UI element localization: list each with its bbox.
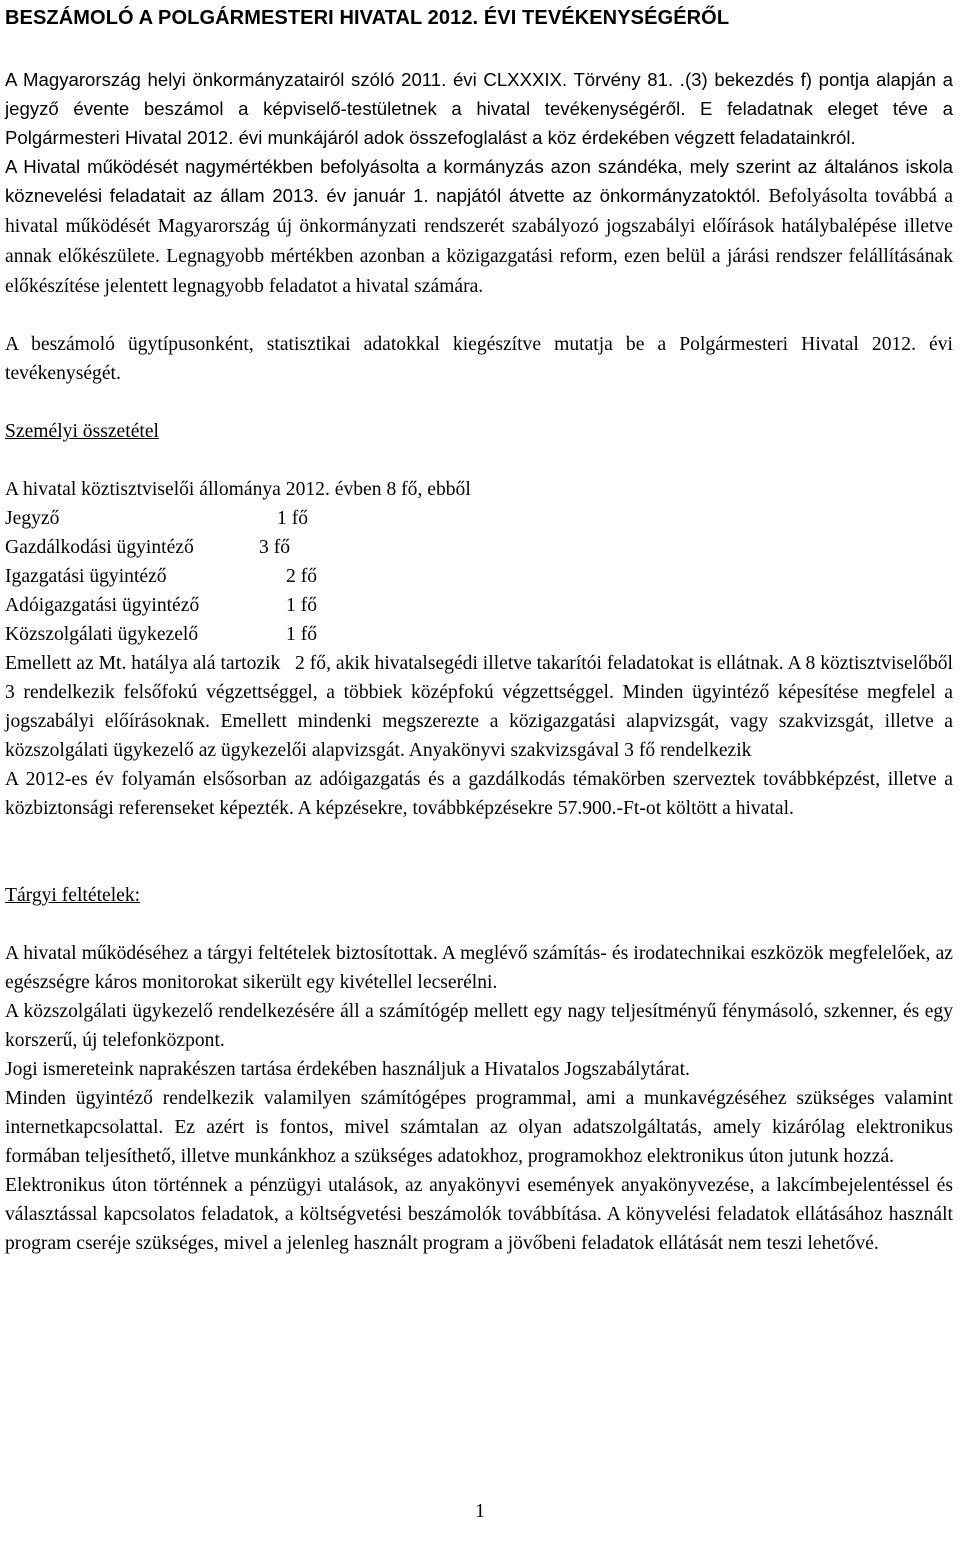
staff-row xyxy=(5,562,953,591)
staff-count: 1 fő xyxy=(286,595,318,616)
intro-paragraph-2 xyxy=(5,152,953,301)
staff-role: Igazgatási ügyintéző xyxy=(5,566,167,587)
staff-count: 2 fő xyxy=(286,566,318,587)
intro-paragraph-3: A beszámoló ügytípusonként, statisztikai adatokkal kiegészítve mutatja be a Polgármesteri Hivatal 2012. évi tevékenységét. xyxy=(5,334,953,384)
personnel-paragraph-2: A 2012-es év folyamán elsősorban az adóigazgatás és a gazdálkodás témakörben szerveztek továbbképzést, illetve a közbiztonsági referenseket képezték. A képzésekre, továbbképzésekre 57.900.-Ft-ot költött a hivatal. xyxy=(5,769,953,819)
intro-paragraph-2-part-1: A Hivatal működését nagymértékben befolyásolta a kormányzás azon szándéka, mely szerint az általános iskola köznevelési feladatait az állam 2013. év január 1. napjától átvette az önkormányzatoktól. xyxy=(5,156,953,206)
material-paragraph-5: Elektronikus úton történnek a pénzügyi utalások, az anyakönyvi események anyakönyvezése, a lakcímbejelentéssel és választással kapcsolatos feladatok, a költségvetési beszámolók továbbítása. A könyvelési feladatok ellátásához használt program cseréje szükséges, mivel a jelenleg használt program a jövőbeni feladatok ellátását nem teszi lehetővé. xyxy=(5,1175,953,1254)
personnel-paragraph-1: Emellett az Mt. hatálya alá tartozik 2 fő, akik hivatalsegédi illetve takarítói feladatokat is ellátnak. A 8 köztisztviselőből 3 rendelkezik felsőfokú végzettséggel, a többiek középfokú végzettséggel. Minden ügyintéző képesítése megfelel a jogszabályi előírásoknak. Emellett mindenki megszerezte a közigazgatási alapvizsgát, vagy szakvizsgát, illetve a közszolgálati ügykezelő az ügykezelői alapvizsgát. Anyakönyvi szakvizsgával 3 fő rendelkezik xyxy=(5,653,958,761)
staff-row xyxy=(5,620,953,649)
spacer xyxy=(5,852,953,881)
material-paragraph-4: Minden ügyintéző rendelkezik valamilyen számítógépes programmal, ami a munkavégzéséhez szükséges valamint internetkapcsolattal. Ez azért is fontos, mivel számtalan az olyan adatszolgáltatás, amely kizárólag elektronikus formában teljesíthető, illetve munkánkhoz a szükséges adatokhoz, programokhoz elektronikus úton jutunk hozzá. xyxy=(5,1088,953,1167)
staff-row xyxy=(5,504,953,533)
staff-role: Adóigazgatási ügyintéző xyxy=(5,595,200,616)
page-number: 1 xyxy=(475,1501,485,1522)
spacer xyxy=(5,31,953,65)
spacer xyxy=(5,388,953,417)
spacer xyxy=(5,446,953,475)
staff-role: Gazdálkodási ügyintéző xyxy=(5,537,194,558)
intro-paragraph-1: A Magyarország helyi önkormányzatairól szóló 2011. évi CLXXXIX. Törvény 81. .(3) bekezdés f) pontja alapján a jegyző évente beszámol a képviselő-testületnek a hivatal tevékenységéről. E feladatnak eleget téve a Polgármesteri Hivatal 2012. évi munkájáról adok összefoglalást a köz érdekében végzett feladatainkról. xyxy=(5,69,953,148)
staff-count: 1 fő xyxy=(286,624,318,645)
material-paragraph-3: Jogi ismereteink naprakészen tartása érdekében használjuk a Hivatalos Jogszabálytárat. xyxy=(5,1059,690,1080)
staff-row xyxy=(5,533,953,562)
staff-row xyxy=(5,591,953,620)
staff-count: 1 fő xyxy=(277,508,309,529)
material-paragraph-1: A hivatal működéséhez a tárgyi feltételek biztosítottak. A meglévő számítás- és irodatechnikai eszközök megfelelőek, az egészségre káros monitorokat sikerült egy kivétellel lecserélni. xyxy=(5,943,953,993)
spacer xyxy=(5,301,953,330)
intro-paragraph-2-part-2: Befolyásolta továbbá a hivatal működését Magyarország új önkormányzati rendszerét szabályozó jogszabályi előírások hatálybalépése illetve annak előkészülete. Legnagyobb mértékben azonban a közigazgatási reform, ezen belül a járási rendszer felállításának előkészítése jelentett legnagyobb feladatot a hivatal számára. xyxy=(5,186,953,297)
section-heading-material: Tárgyi feltételek: xyxy=(5,885,141,906)
staff-role: Közszolgálati ügykezelő xyxy=(5,624,199,645)
staff-intro: A hivatal köztisztviselői állománya 2012. évben 8 fő, ebből xyxy=(5,479,471,500)
document-title: BESZÁMOLÓ A POLGÁRMESTERI HIVATAL 2012. ÉVI TEVÉKENYSÉGÉRŐL xyxy=(5,7,730,29)
staff-count: 3 fő xyxy=(259,537,291,558)
material-paragraph-2: A közszolgálati ügykezelő rendelkezésére áll a számítógép mellett egy nagy teljesítményű fénymásoló, szkenner, és egy korszerű, új telefonközpont. xyxy=(5,1001,953,1051)
staff-list xyxy=(5,504,953,649)
section-heading-personnel: Személyi összetétel xyxy=(5,421,159,442)
spacer xyxy=(5,823,953,852)
staff-role: Jegyző xyxy=(5,508,60,529)
spacer xyxy=(5,910,953,939)
